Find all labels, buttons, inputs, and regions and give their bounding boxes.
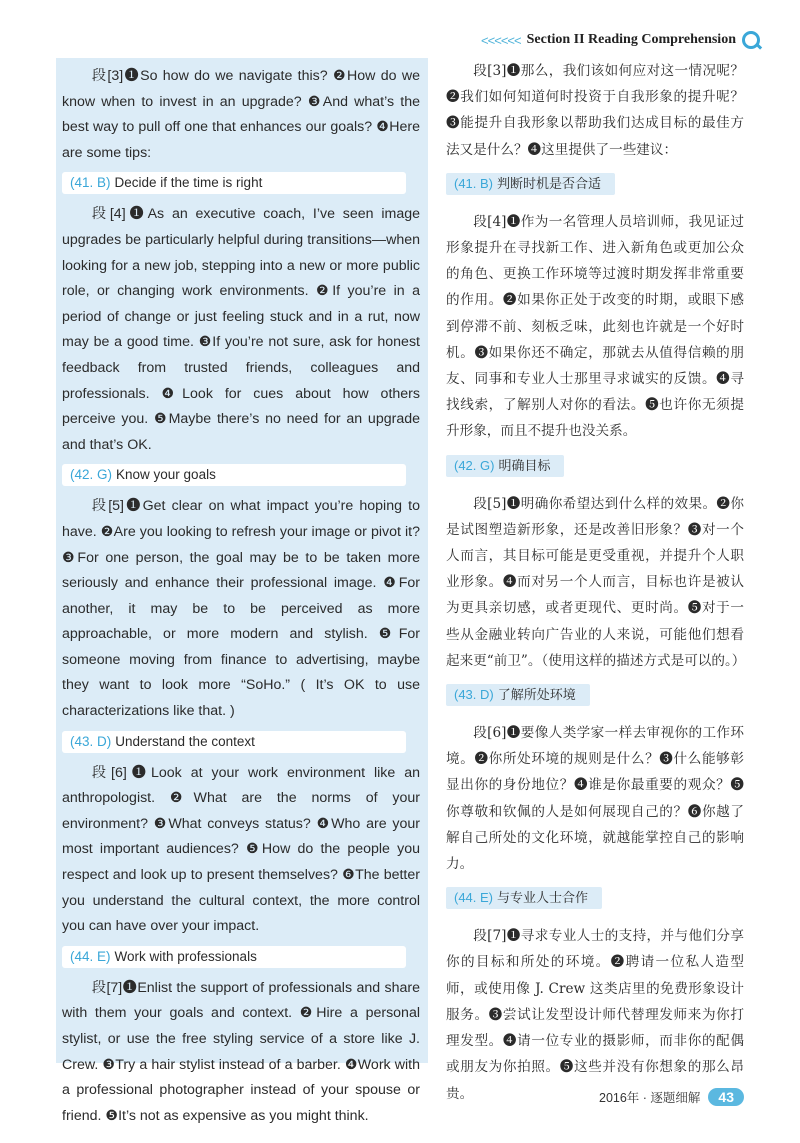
english-passage-panel [56, 58, 428, 1124]
answer-tag-41-cn [446, 173, 615, 195]
page-footer [599, 1088, 744, 1106]
answer-label: (43. D) [70, 733, 112, 749]
answer-heading: Decide if the time is right [114, 175, 263, 191]
answer-label: (41. B) [70, 175, 111, 191]
answer-label: (44. E) [454, 890, 494, 906]
answer-label: (42. G) [70, 467, 113, 483]
footer-text: 2016年 · 逐题细解 [599, 1091, 701, 1105]
chinese-paragraph-4: 段[4]❶作为一名管理人员培训师，我见证过形象提升在寻找新工作、进入新角色或更加公众的角色、更换工作环境等过渡时期发挥非常重要的作用。❷如果你正处于改变的时期，或眼下感到停滞不前、刻板乏味，此刻也许就是一个好时机。❸如果你还不确定，那就去从值得信赖的朋友、同事和专业人士那里寻求诚实的反馈。❹寻找线索，了解别人对你的看法。❺也许你无须提升形象，而且不提升也没关系。 [446, 213, 744, 440]
page-number: 43 [708, 1088, 744, 1106]
page-header [481, 28, 760, 52]
chinese-paragraph-5: 段[5]❶明确你希望达到什么样的效果。❷你是试图塑造新形象，还是改善旧形象？❸对一个人而言，其目标可能是更受重视，并提升个人职业形象。❹而对另一个人而言，目标也许是被认为更具亲切感，或者更现代、更时尚。❺对于一些从金融业转向广告业的人来说，可能他们想看起来更“前卫”。（使用这样的描述方式是可以的。） [446, 495, 746, 669]
answer-label: (42. G) [454, 457, 495, 473]
chinese-translation-column [446, 58, 744, 1107]
english-paragraph-7: 段[7]❶Enlist the support of professionals and share with them your goals and context. ❷Hire a personal stylist, or use the free styling service of a store like J. Crew. ❸Try a hair stylist instead of a barber. ❹Work with a professional photographer instead of your spouse or friend. ❺It’s not as expensive as you might think. [62, 979, 420, 1124]
answer-heading: 判断时机是否合适 [497, 176, 602, 192]
answer-tag-43-cn [446, 684, 590, 706]
english-paragraph-6: 段[6]❶Look at your work environment like an anthropologist. ❷What are the norms of your environment? ❸What conveys status? ❹Who are your most important audiences? ❺How do the people you respect and look up to present themselves? ❻The better you understand the cultural context, the more control you can have over your impact. [62, 764, 420, 935]
chinese-paragraph-6: 段[6]❶要像人类学家一样去审视你的工作环境。❷你所处环境的规则是什么？❸什么能够彰显出你的身份地位？❹谁是你最重要的观众？❺你尊敬和钦佩的人是如何展现自己的？❻你越了解自己所处的文化环境，就越能掌控自己的影响力。 [446, 725, 744, 873]
answer-tag-42-cn [446, 455, 564, 477]
answer-label: (41. B) [454, 175, 494, 191]
answer-tag-41 [62, 172, 406, 194]
answer-heading: 了解所处环境 [497, 688, 576, 704]
arrows-icon: <<<<<< [481, 32, 521, 48]
answer-heading: 明确目标 [498, 458, 551, 474]
answer-tag-43 [62, 731, 406, 753]
english-paragraph-4: 段[4]❶As an executive coach, I’ve seen image upgrades be particularly helpful during transitions—when looking for a new job, stepping into a new or more public role, or changing work environments. ❷If you’re in a period of change or just feeling stuck and in a rut, now may be a good time. ❸If you’re not sure, ask for honest feedback from trusted friends, colleagues and professionals. ❹Look for cues about how others perceive you. ❺Maybe there’s no need for an upgrade and that’s OK. [62, 206, 420, 453]
answer-tag-44 [62, 946, 406, 968]
english-paragraph-3: 段[3]❶So how do we navigate this? ❷How do we know when to invest in an upgrade? ❸And what’s the best way to pull off one that enhances our goals? ❹Here are some tips: [62, 68, 420, 161]
answer-label: (44. E) [70, 948, 111, 964]
answer-heading: Work with professionals [114, 948, 257, 964]
answer-heading: 与专业人士合作 [497, 891, 589, 907]
answer-heading: Understand the context [115, 733, 255, 749]
answer-tag-42 [62, 464, 406, 486]
magnifier-icon [742, 31, 760, 49]
answer-heading: Know your goals [116, 467, 216, 483]
chinese-paragraph-3: 段[3]❶那么，我们该如何应对这一情况呢？❷我们如何知道何时投资于自我形象的提升呢？❸能提升自我形象以帮助我们达成目标的最佳方法又是什么？❹这里提供了一些建议： [446, 63, 744, 158]
answer-label: (43. D) [454, 687, 494, 703]
section-title: Section II Reading Comprehension [526, 32, 736, 47]
chinese-paragraph-7: 段[7]❶寻求专业人士的支持，并与他们分享你的目标和所处的环境。❷聘请一位私人造型师，或使用像 J. Crew 这类店里的免费形象设计服务。❸尝试让发型设计师代替理发师来为你打理发型。❹请一位专业的摄影师，而非你的配偶或朋友为你拍照。❺这些并没有你想象的那么昂贵。 [446, 928, 744, 1102]
answer-tag-44-cn [446, 887, 602, 909]
english-paragraph-5: 段[5]❶Get clear on what impact you’re hoping to have. ❷Are you looking to refresh your image or pivot it? ❸For one person, the goal may be to be taken more seriously and enhance their professional image. ❹For another, it may be to be perceived as more approachable, or more modern and stylish. ❺For someone moving from finance to advertising, maybe they want to look more “SoHo.” ( It’s OK to use characterizations like that. ) [62, 498, 420, 720]
